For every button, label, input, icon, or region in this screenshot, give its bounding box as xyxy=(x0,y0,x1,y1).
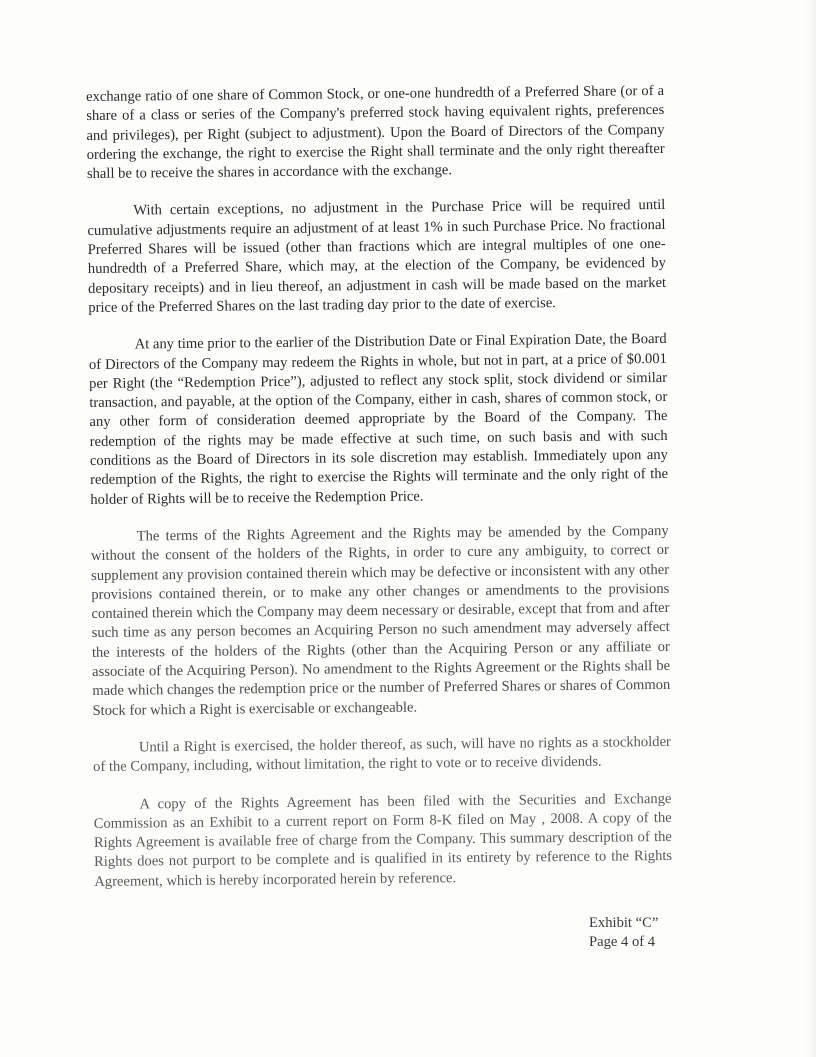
paragraph-rights-agreement-copy: A copy of the Rights Agreement has been filed with the Securities and Exchange Commission as an Exhibit to a current report on Form 8-K filed on May , 2008. A copy of the Rights Agreement is available free of charge from the Company. This summary description of the Rights does not purport to be complete and is qualified in its entirety by reference to the Rights Agreement, which is hereby incorporated herein by reference. xyxy=(93,790,673,890)
paragraph-no-stockholder-rights: Until a Right is exercised, the holder thereof, as such, will have no rights as a stockholder of the Company, including, without limitation, the right to vote or to receive dividends. xyxy=(93,733,671,776)
document-body xyxy=(86,82,673,910)
paragraph-redemption: At any time prior to the earlier of the Distribution Date or Final Expiration Date, the Board of Directors of the Company may redeem the Rights in whole, but not in part, at a price of $0.001 per Right (the “Redemption Price”), adjusted to reflect any stock split, stock dividend or similar transaction, and payable, at the option of the Company, either in cash, shares of common stock, or any other form of consideration deemed appropriate by the Board of the Company. The redemption of the rights may be made effective at such time, on such basis and with such conditions as the Board of Directors in its sole discretion may establish. Immediately upon any redemption of the Rights, the right to exercise the Rights will terminate and the only right of the holder of Rights will be to receive the Redemption Price. xyxy=(88,331,669,508)
paragraph-purchase-price-adjustment: With certain exceptions, no adjustment in the Purchase Price will be required until cumulative adjustments require an adjustment of at least 1% in such Purchase Price. No fractional Preferred Shares will be issued (other than fractions which are integral multiples of one one-hundredth of a Preferred Share, which may, at the election of the Company, be evidenced by depositary receipts) and in lieu thereof, an adjustment in cash will be made based on the market price of the Preferred Shares on the last trading day prior to the date of exercise. xyxy=(87,197,667,316)
page-footer xyxy=(589,914,658,952)
scan-edge-shadow xyxy=(806,0,816,1057)
paragraph-amendment: The terms of the Rights Agreement and the Rights may be amended by the Company without the consent of the holders of the Rights, in order to cure any ambiguity, to correct or supplement any provision contained therein which may be defective or inconsistent with any other provisions contained therein, or to make any other changes or amendments to the provisions contained therein which the Company may deem necessary or desirable, except that from and after such time as any person becomes an Acquiring Person no such amendment may adversely affect the interests of the holders of the Rights (other than the Acquiring Person or any affiliate or associate of the Acquiring Person). No amendment to the Rights Agreement or the Rights shall be made which changes the redemption price or the number of Preferred Shares or shares of Common Stock for which a Right is exercisable or exchangeable. xyxy=(90,522,671,719)
paragraph-exchange-ratio: exchange ratio of one share of Common Stock, or one-one hundredth of a Preferred Share (or of a share of a class or series of the Company's preferred stock having equivalent rights, preferences and privileges), per Right (subject to adjustment). Upon the Board of Directors of the Company ordering the exchange, the right to exercise the Right shall terminate and the only right thereafter shall be to receive the shares in accordance with the exchange. xyxy=(86,82,665,183)
exhibit-label: Exhibit “C” xyxy=(589,915,659,931)
page-number: Page 4 of 4 xyxy=(589,934,656,950)
